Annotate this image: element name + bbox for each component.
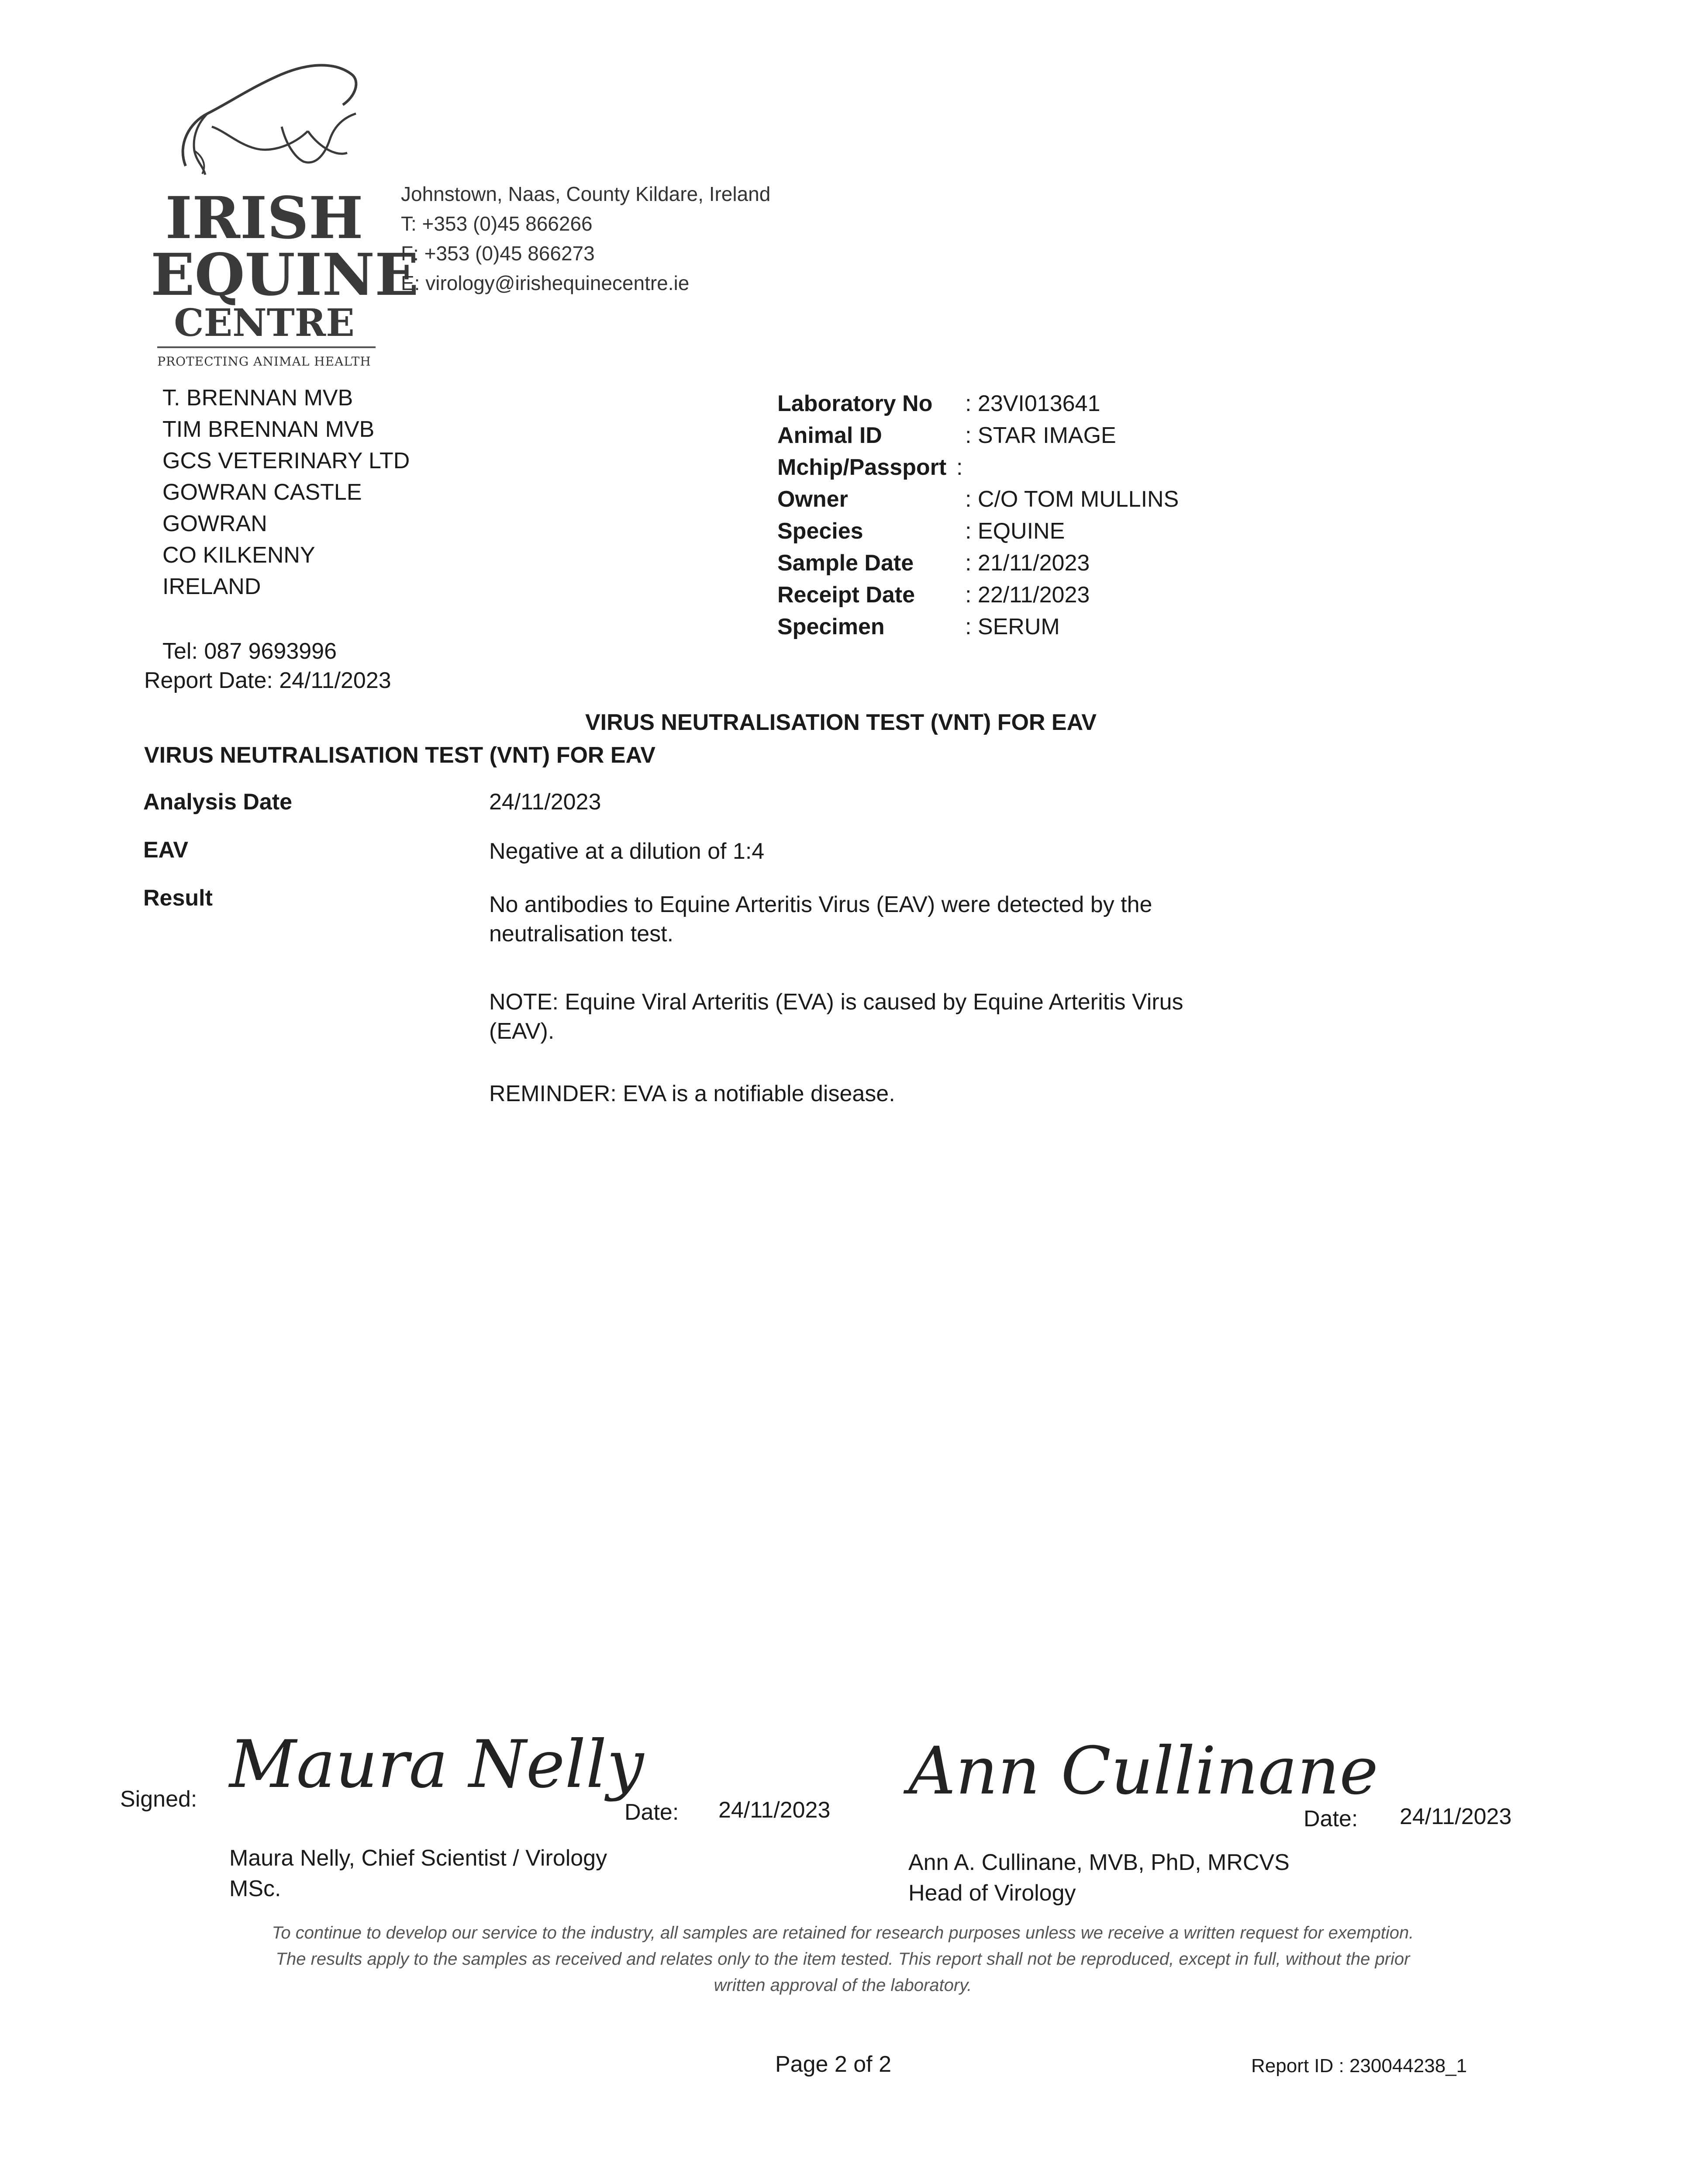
date2-value: 24/11/2023 — [1400, 1804, 1512, 1829]
info-value: : STAR IMAGE — [965, 423, 1116, 448]
lab-logo — [151, 57, 419, 369]
info-label: Laboratory No — [777, 391, 933, 416]
reminder-text: REMINDER: EVA is a notifiable disease. — [489, 1081, 895, 1106]
signed-label: Signed: — [120, 1787, 197, 1812]
logo-divider — [157, 346, 376, 348]
info-label: Animal ID — [777, 423, 882, 448]
disclaimer-line: written approval of the laboratory. — [714, 1976, 972, 1995]
info-value: : 22/11/2023 — [965, 582, 1090, 608]
addressee-line: T. BRENNAN MVB — [162, 385, 353, 411]
signer1-name: Maura Nelly, Chief Scientist / Virology — [229, 1845, 607, 1871]
signer2-name: Ann A. Cullinane, MVB, PhD, MRCVS — [908, 1850, 1290, 1875]
addressee-line: GOWRAN — [162, 511, 267, 536]
footer-disclaimer — [144, 1920, 1542, 1998]
report-date: Report Date: 24/11/2023 — [144, 668, 391, 693]
addressee-tel: Tel: 087 9693996 — [162, 639, 337, 664]
info-value: : C/O TOM MULLINS — [965, 487, 1179, 512]
note-line1: NOTE: Equine Viral Arteritis (EVA) is caused by Equine Arteritis Virus — [489, 989, 1183, 1015]
analysis-date-value: 24/11/2023 — [489, 789, 601, 815]
eav-value: Negative at a dilution of 1:4 — [489, 839, 765, 864]
test-title-centered: VIRUS NEUTRALISATION TEST (VNT) FOR EAV — [585, 710, 1097, 735]
info-value: : — [956, 455, 963, 480]
addressee-line: CO KILKENNY — [162, 543, 315, 568]
report-id: Report ID : 230044238_1 — [1251, 2055, 1467, 2077]
info-value: : 21/11/2023 — [965, 550, 1090, 576]
lab-email: E: virology@irishequinecentre.ie — [401, 272, 690, 294]
horse-logo-icon — [151, 57, 378, 188]
test-title: VIRUS NEUTRALISATION TEST (VNT) FOR EAV — [144, 743, 655, 768]
signature-maura-nelly: Maura Nelly — [229, 1727, 644, 1803]
info-label: Specimen — [777, 614, 885, 639]
date2-label: Date: — [1304, 1806, 1358, 1832]
info-value: : SERUM — [965, 614, 1060, 639]
result-text-line2: neutralisation test. — [489, 921, 674, 947]
result-text-line1: No antibodies to Equine Arteritis Virus (EAV) were detected by the — [489, 892, 1152, 917]
info-label: Sample Date — [777, 550, 914, 576]
addressee-line: GOWRAN CASTLE — [162, 480, 362, 505]
logo-word-irish: IRISH — [165, 184, 363, 252]
analysis-date-label: Analysis Date — [143, 789, 293, 815]
info-value: : 23VI013641 — [965, 391, 1101, 416]
lab-phone: T: +353 (0)45 866266 — [401, 212, 593, 235]
addressee-line: IRELAND — [162, 574, 261, 599]
signer1-qualification: MSc. — [229, 1876, 281, 1901]
logo-word-equine: EQUINE — [151, 241, 419, 309]
lab-contact — [401, 179, 770, 298]
date1-label: Date: — [624, 1800, 679, 1825]
info-label: Mchip/Passport — [777, 455, 947, 480]
addressee-block — [162, 382, 410, 602]
note-line2: (EAV). — [489, 1019, 555, 1044]
page-number: Page 2 of 2 — [775, 2052, 891, 2077]
signer2-title: Head of Virology — [908, 1880, 1076, 1906]
info-value: : EQUINE — [965, 518, 1065, 544]
result-label: Result — [143, 885, 213, 911]
eav-label: EAV — [143, 837, 189, 863]
logo-word-centre: CENTRE — [174, 301, 355, 345]
info-label: Owner — [777, 487, 848, 512]
lab-fax: F: +353 (0)45 866273 — [401, 242, 595, 265]
disclaimer-line: The results apply to the samples as received and relates only to the item tested. This report shall not be reproduced, except in full, without the prior — [276, 1949, 1410, 1969]
addressee-line: TIM BRENNAN MVB — [162, 417, 375, 442]
date1-value: 24/11/2023 — [718, 1797, 831, 1823]
lab-address: Johnstown, Naas, County Kildare, Ireland — [401, 183, 771, 205]
disclaimer-line: To continue to develop our service to the industry, all samples are retained for research purposes unless we receive a written request for exemption. — [272, 1923, 1414, 1942]
info-label: Receipt Date — [777, 582, 915, 608]
logo-tagline: PROTECTING ANIMAL HEALTH — [157, 354, 371, 369]
addressee-line: GCS VETERINARY LTD — [162, 448, 410, 473]
signature-ann-cullinane: Ann Cullinane — [908, 1733, 1378, 1809]
info-label: Species — [777, 518, 863, 544]
